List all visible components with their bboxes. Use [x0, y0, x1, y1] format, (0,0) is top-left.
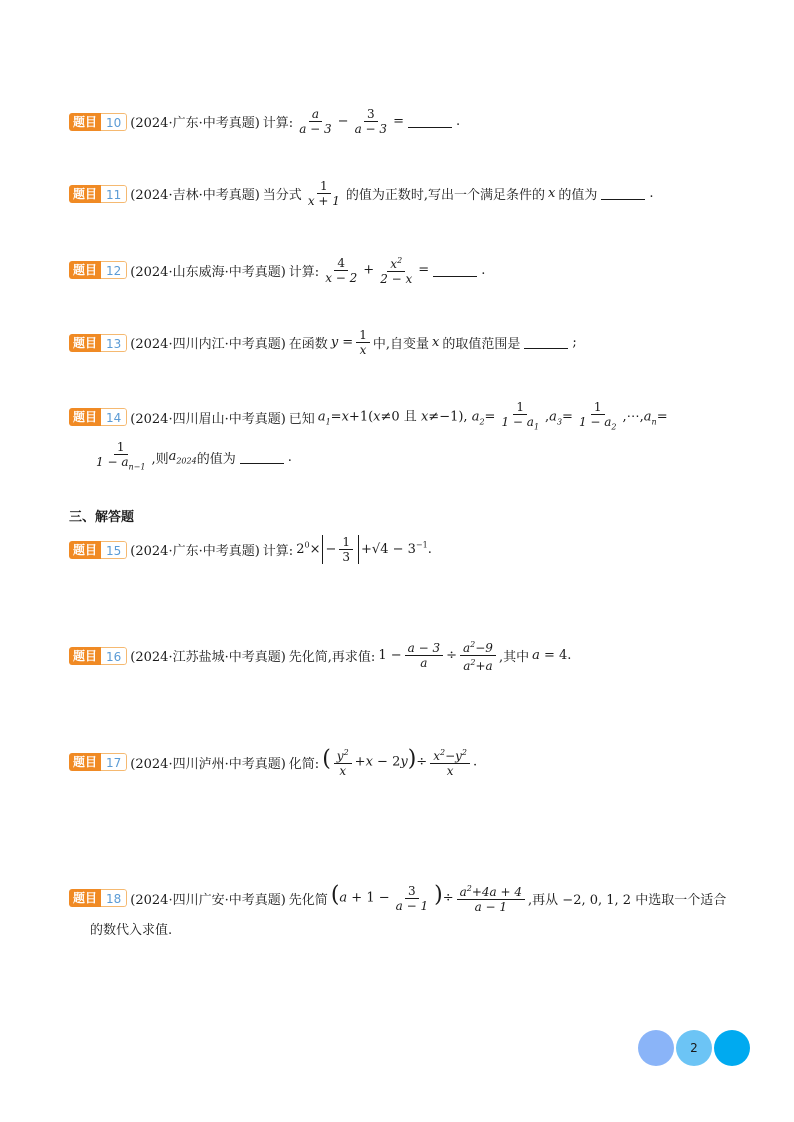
- page-circle-right: [714, 1030, 750, 1066]
- problem-15: 题目 15 (2024·广东·中考真题) 计算: $2^0\times$ − $\frac{1}{3}$ $+√4 - 3^{-1}$.: [69, 535, 432, 564]
- answer-blank[interactable]: [524, 336, 568, 349]
- problem-tag: 题目 13: [69, 334, 127, 352]
- formula: $2^0\times$ − $\frac{1}{3}$ $+√4 - 3^{-1}$.: [296, 535, 432, 564]
- answer-blank[interactable]: [601, 187, 645, 200]
- problem-tag: 题目 17: [69, 753, 127, 771]
- formula: $\frac{a}{a - 3}$ − $\frac{3}{a - 3}$ =: [299, 107, 404, 136]
- formula: $\frac{1}{1 - a_{n-1}}$: [96, 440, 146, 472]
- answer-blank[interactable]: [240, 451, 284, 464]
- answer-blank[interactable]: [408, 115, 452, 128]
- answer-blank[interactable]: [433, 264, 477, 277]
- problem-11: 题目 11 (2024·吉林·中考真题) 当分式 $\frac{1}{x + 1}$ 的值为正数时,写出一个满足条件的 x 的值为 .: [69, 179, 654, 208]
- page-circle-left: [638, 1030, 674, 1066]
- formula: 1 − $\frac{a - 3}{a}$ ÷ $\frac{a^2-9}{a^2+a}$: [378, 638, 499, 673]
- formula: $a_1=x+1(x\ne 0$ 且 x≠−1), $a_2=$ $\frac{1}{1 - a_1}$ $,a_3=$ $\frac{1}{1 - a_2}$ $,\cdots,a_n=$: [317, 400, 668, 432]
- problem-tag: 题目 15: [69, 541, 127, 559]
- problem-18: 题目 18 (2024·四川广安·中考真题) 先化简 (a + 1 − $\frac{3}{a - 1}$ )÷ $\frac{a^2+4a + 4}{a - 1}$ ,再从 −2, 0, 1, 2 中选取一个适合: [69, 882, 726, 914]
- problem-13: 题目 13 (2024·四川内江·中考真题) 在函数 y = $\frac{1}{x}$ 中,自变量 x 的取值范围是 ;: [69, 328, 577, 357]
- section-title: 三、解答题: [69, 510, 135, 525]
- formula: (a + 1 − $\frac{3}{a - 1}$ )÷ $\frac{a^2+4a + 4}{a - 1}$: [331, 882, 528, 914]
- page-number: 2: [676, 1030, 712, 1066]
- problem-tag: 题目 12: [69, 261, 127, 279]
- problem-14-line2: $\frac{1}{1 - a_{n-1}}$ ,则 $a_{2024}$ 的值为 .: [90, 440, 292, 474]
- problem-17: 题目 17 (2024·四川泸州·中考真题) 化简: ( $\frac{y^2}{x}$ +x − 2y)÷ $\frac{x^2-y^2}{x}$ .: [69, 746, 477, 778]
- problem-10: 题目 10 (2024·广东·中考真题) 计算: $\frac{a}{a - 3}$ − $\frac{3}{a - 3}$ = .: [69, 107, 460, 136]
- formula: $\frac{1}{x + 1}$: [307, 179, 340, 208]
- problem-tag: 题目 11: [69, 185, 127, 203]
- problem-tag: 题目 18: [69, 889, 127, 907]
- problem-16: 题目 16 (2024·江苏盐城·中考真题) 先化简,再求值: 1 − $\frac{a - 3}{a}$ ÷ $\frac{a^2-9}{a^2+a}$ ,其中 a = 4.: [69, 638, 571, 673]
- problem-tag: 题目 14: [69, 408, 127, 426]
- problem-tag: 题目 16: [69, 647, 127, 665]
- problem-14: 题目 14 (2024·四川眉山·中考真题) 已知 $a_1=x+1(x\ne 0$ 且 x≠−1), $a_2=$ $\frac{1}{1 - a_1}$ $,a_3=$ $\frac{1}{1 - a_2}$ $,\cdots,a_n=$: [69, 400, 668, 434]
- formula: $\frac{4}{x - 2}$ + $\frac{x^2}{2 - x}$ =: [325, 255, 430, 286]
- formula: ( $\frac{y^2}{x}$ +x − 2y)÷ $\frac{x^2-y^2}{x}$ .: [322, 746, 478, 778]
- problem-12: 题目 12 (2024·山东威海·中考真题) 计算: $\frac{4}{x - 2}$ + $\frac{x^2}{2 - x}$ = .: [69, 254, 485, 286]
- formula: y = $\frac{1}{x}$: [331, 328, 373, 357]
- problem-tag: 题目 10: [69, 113, 127, 131]
- problem-18-line2: 的数代入求值.: [90, 923, 173, 938]
